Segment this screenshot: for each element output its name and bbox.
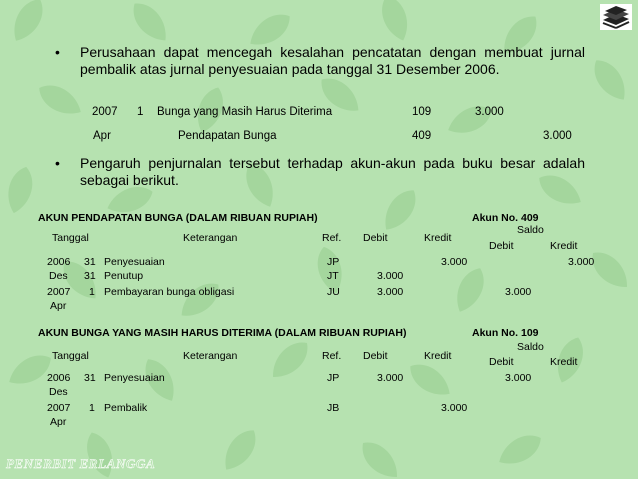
row-year: Apr — [50, 300, 67, 312]
journal-day: 1 — [137, 106, 144, 118]
row-debit: 3.000 — [377, 286, 404, 298]
journal-credit-amount: 3.000 — [543, 130, 572, 142]
header-saldo: Saldo — [517, 341, 544, 353]
row-year: 2007 — [47, 286, 71, 298]
row-saldo-debit: 3.000 — [505, 372, 532, 384]
row-day: 31 — [84, 270, 96, 282]
row-year: 2007 — [47, 402, 71, 414]
header-saldo-debit: Debit — [489, 356, 514, 368]
ledger-title: AKUN PENDAPATAN BUNGA (DALAM RIBUAN RUPIAH) — [38, 212, 318, 224]
row-day: 1 — [89, 286, 95, 298]
header-date: Tanggal — [52, 350, 89, 362]
header-description: Keterangan — [183, 232, 238, 244]
journal-month: Apr — [93, 130, 111, 142]
row-day: 1 — [89, 402, 95, 414]
bullet-text-1: Perusahaan dapat mencegah kesalahan pencatatan dengan membuat jurnal pembalik atas jurnal penyesuaian pada tanggal 31 Desember 2006. — [80, 44, 585, 77]
header-debit: Debit — [363, 232, 388, 244]
journal-debit-ref: 109 — [412, 106, 432, 118]
journal-credit-account: Pendapatan Bunga — [178, 130, 277, 142]
row-credit: 3.000 — [441, 402, 468, 414]
row-description: Penyesuaian — [104, 256, 165, 268]
row-description: Pembalik — [104, 402, 148, 414]
row-description: Pembayaran bunga obligasi — [104, 286, 235, 298]
header-date: Tanggal — [52, 232, 89, 244]
book-stack-icon — [600, 4, 632, 30]
row-debit: 3.000 — [377, 270, 404, 282]
row-year: 2006 — [47, 372, 71, 384]
row-ref: JU — [327, 286, 340, 298]
row-saldo-debit: 3.000 — [505, 286, 532, 298]
row-credit: 3.000 — [441, 256, 468, 268]
ledger-account-number: Akun No. 409 — [472, 212, 539, 224]
row-day: 31 — [84, 256, 96, 268]
header-saldo-credit: Kredit — [550, 240, 578, 252]
header-description: Keterangan — [183, 350, 238, 362]
bullet-marker: • — [55, 44, 60, 60]
row-description: Penutup — [104, 270, 144, 282]
row-ref: JP — [327, 256, 340, 268]
ledger-account-number: Akun No. 109 — [472, 327, 539, 339]
ledger-title: AKUN BUNGA YANG MASIH HARUS DITERIMA (DALAM RIBUAN RUPIAH) — [38, 327, 407, 339]
row-description: Penyesuaian — [104, 372, 165, 384]
header-ref: Ref. — [322, 350, 342, 362]
journal-credit-ref: 409 — [412, 130, 432, 142]
header-saldo-credit: Kredit — [550, 356, 578, 368]
header-saldo-debit: Debit — [489, 240, 514, 252]
journal-year: 2007 — [92, 106, 118, 118]
journal-debit-amount: 3.000 — [475, 106, 504, 118]
row-ref: JB — [327, 402, 340, 414]
header-saldo: Saldo — [517, 224, 544, 236]
row-year: Des — [49, 386, 68, 398]
row-year: Apr — [50, 416, 67, 428]
header-credit: Kredit — [424, 232, 452, 244]
row-ref: JT — [327, 270, 339, 282]
row-debit: 3.000 — [377, 372, 404, 384]
bullet-marker: • — [55, 155, 60, 171]
header-debit: Debit — [363, 350, 388, 362]
row-saldo-credit: 3.000 — [568, 256, 595, 268]
row-year: Des — [49, 270, 68, 282]
publisher-footer: PENERBIT ERLANGGA — [6, 456, 156, 471]
header-ref: Ref. — [322, 232, 342, 244]
journal-debit-account: Bunga yang Masih Harus Diterima — [157, 106, 333, 118]
header-credit: Kredit — [424, 350, 452, 362]
row-year: 2006 — [47, 256, 71, 268]
row-day: 31 — [84, 372, 96, 384]
bullet-text-2: Pengaruh penjurnalan tersebut terhadap akun-akun pada buku besar adalah sebagai berikut. — [80, 155, 585, 188]
row-ref: JP — [327, 372, 340, 384]
